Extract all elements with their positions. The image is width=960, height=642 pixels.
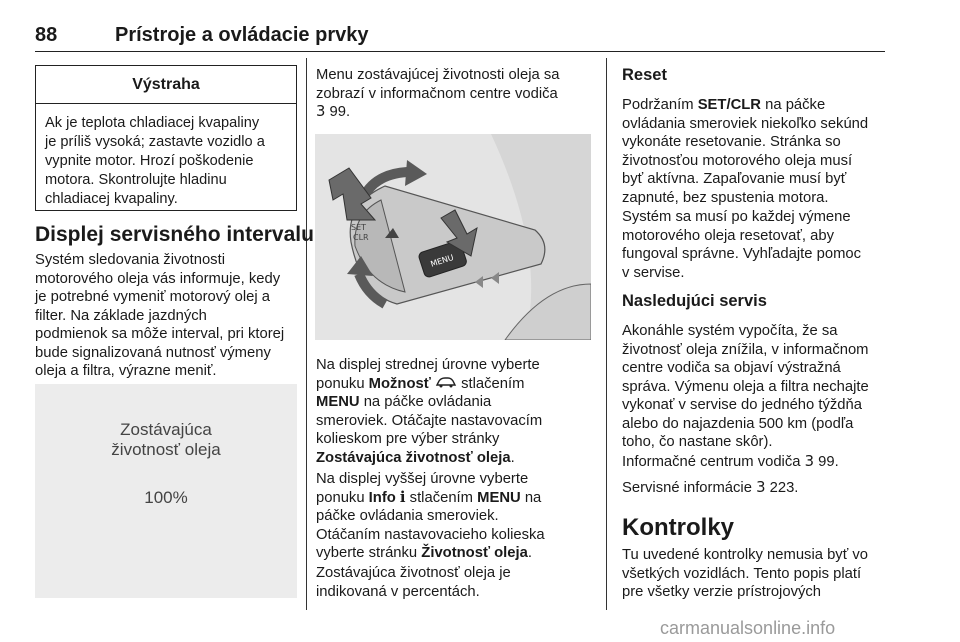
text-line: Systém sledovania životnosti xyxy=(35,252,225,268)
page-name: Zostávajúca životnosť oleja xyxy=(316,449,511,466)
page-ref: 99. xyxy=(818,454,839,470)
next-service-paragraph xyxy=(622,322,892,452)
text-line: ovládania smeroviek niekoľko sekúnd xyxy=(622,115,869,132)
reset-paragraph-1 xyxy=(622,96,892,207)
car-options-icon xyxy=(435,376,457,392)
turn-signal-stalk-figure xyxy=(315,134,591,340)
warning-line: je príliš vysoká; zastavte vozidlo a xyxy=(45,134,265,150)
column-divider-1 xyxy=(306,58,307,610)
text-line: fungoval správne. Vyhľadajte pomoc xyxy=(622,246,862,262)
text-line: oleja a filtra, výrazne meniť. xyxy=(35,363,217,379)
warning-lights-paragraph xyxy=(622,546,892,602)
oil-life-display-figure xyxy=(35,384,297,598)
menu-option-name: Možnosť xyxy=(368,375,431,392)
warning-title: Výstraha xyxy=(36,66,296,104)
text-line: toho, čo nastane skôr). xyxy=(622,434,773,450)
info-icon: i xyxy=(399,488,406,506)
column-divider-2 xyxy=(606,58,607,610)
text-line: Menu zostávajúcej životnosti oleja sa xyxy=(316,67,560,83)
text-line: alebo do najazdenia 500 km (podľa xyxy=(622,415,854,432)
text-span: ponuku xyxy=(316,489,365,506)
reference-service-info xyxy=(622,479,892,498)
page-ref-arrow-icon: 3 xyxy=(316,103,326,120)
text-span: . xyxy=(527,545,532,561)
set-clr-button-name: SET/CLR xyxy=(697,97,761,113)
text-span: Servisné informácie xyxy=(622,480,752,496)
text-span: stlačením xyxy=(461,375,525,392)
text-line: životnosť oleja znížila, v informačnom xyxy=(622,341,869,358)
text-line: Na displej vyššej úrovne vyberte xyxy=(316,471,529,487)
warning-line: Ak je teplota chladiacej kvapaliny xyxy=(45,115,260,131)
text-span: ponuku xyxy=(316,375,365,392)
text-line: Zostávajúca životnosť oleja je xyxy=(316,565,511,581)
text-line: páčke ovládania smeroviek. xyxy=(316,508,499,524)
display-oil-life-value: 100% xyxy=(144,488,188,507)
warning-text xyxy=(36,104,296,209)
reference-driver-info-center xyxy=(622,453,892,472)
page-number: 88 xyxy=(35,24,58,46)
text-line: bude signalizovaná nutnosť výmeny xyxy=(35,344,271,361)
page-ref-arrow-icon: 3 xyxy=(756,479,766,496)
text-span: vyberte stránku xyxy=(316,545,418,561)
reset-paragraph-2 xyxy=(622,208,892,282)
menu-button-name: MENU xyxy=(316,394,360,410)
text-line xyxy=(316,544,600,563)
text-line: všetkých vozidlách. Tento popis platí xyxy=(622,565,862,582)
text-line xyxy=(316,449,600,468)
text-line: životnosťou motorového oleja musí xyxy=(622,152,853,169)
display-label-line1: Zostávajúca xyxy=(120,420,212,439)
header-rule xyxy=(35,51,885,52)
stalk-illustration xyxy=(315,134,591,340)
display-label-line2: životnosť oleja xyxy=(111,440,221,459)
text-line xyxy=(316,375,600,394)
site-watermark: carmanualsonline.info xyxy=(660,618,836,638)
section-heading-warning-lights: Kontrolky xyxy=(622,514,735,541)
text-line: motorového oleja resetovať, aby xyxy=(622,227,835,244)
warning-line: chladiacej kvapaliny. xyxy=(45,191,178,207)
text-line: Systém sa musí po každej výmene xyxy=(622,209,851,225)
text-span: na páčke ovládania xyxy=(363,394,492,410)
text-line: filter. Na základe jazdných xyxy=(35,307,207,324)
text-line: správa. Výmenu oleja a filtra nechajte xyxy=(622,378,869,395)
page-header xyxy=(35,24,885,50)
oil-menu-intro xyxy=(316,66,598,122)
page-name: Životnosť oleja xyxy=(421,545,528,561)
clr-label: CLR xyxy=(353,233,369,242)
text-line: Na displej strednej úrovne vyberte xyxy=(316,357,540,373)
text-line: zapnuté, bez spustenia motora. xyxy=(622,189,829,206)
text-line: motorového oleja vás informuje, kedy xyxy=(35,270,281,287)
section-heading-service-interval: Displej servisného intervalu xyxy=(35,223,314,246)
text-line xyxy=(316,393,600,412)
middle-display-instructions xyxy=(316,356,600,467)
text-line: podmienok sa môže interval, pri ktorej xyxy=(35,326,285,342)
text-line: indikovaná v percentách. xyxy=(316,583,480,600)
text-line: Akonáhle systém vypočíta, že sa xyxy=(622,323,838,339)
menu-button-label: MENU xyxy=(429,252,455,269)
text-line: vykonáte resetovanie. Stránka so xyxy=(622,134,841,150)
text-line: pre všetky verzie prístrojových xyxy=(622,584,821,600)
upper-display-instructions xyxy=(316,470,600,563)
warning-box xyxy=(35,65,297,211)
text-line: je potrebné vymeniť motorový olej a xyxy=(35,289,271,305)
text-span: Informačné centrum vodiča xyxy=(622,454,801,470)
text-line: Otáčaním nastavovacieho kolieska xyxy=(316,526,545,543)
text-span: na páčke xyxy=(765,97,826,113)
text-line: zobrazí v informačnom centre vodiča xyxy=(316,85,558,102)
page-ref: 223. xyxy=(769,480,799,496)
section-heading-reset: Reset xyxy=(622,66,667,84)
text-line: centre vodiča sa objaví výstražná xyxy=(622,360,841,376)
section-heading-next-service: Nasledujúci servis xyxy=(622,292,767,310)
text-line: v servise. xyxy=(622,264,685,281)
service-interval-paragraph xyxy=(35,251,301,381)
text-span: Podržaním xyxy=(622,97,694,113)
menu-button-name: MENU xyxy=(477,489,521,506)
page-ref: 99. xyxy=(329,104,351,120)
page-ref-arrow-icon: 3 xyxy=(804,453,815,470)
warning-line: vypnite motor. Hrozí poškodenie xyxy=(45,153,254,169)
text-line: vykonať v servise do jedného týždňa xyxy=(622,397,862,413)
text-line xyxy=(622,96,892,115)
text-line xyxy=(316,103,598,122)
page-title: Prístroje a ovládacie prvky xyxy=(115,24,369,46)
warning-line: motora. Skontrolujte hladinu xyxy=(45,172,227,188)
text-line: kolieskom pre výber stránky xyxy=(316,431,500,447)
set-label: SET xyxy=(351,223,367,232)
text-span: stlačením xyxy=(409,489,473,506)
text-span: na xyxy=(524,489,542,506)
text-span: . xyxy=(510,449,515,466)
text-line xyxy=(316,489,600,508)
text-line: smeroviek. Otáčajte nastavovacím xyxy=(316,412,543,429)
menu-option-name: Info xyxy=(368,489,396,506)
text-line: Tu uvedené kontrolky nemusia byť vo xyxy=(622,547,868,563)
text-line: byť aktívna. Zapaľovanie musí byť xyxy=(622,171,847,187)
percentage-note xyxy=(316,564,600,601)
